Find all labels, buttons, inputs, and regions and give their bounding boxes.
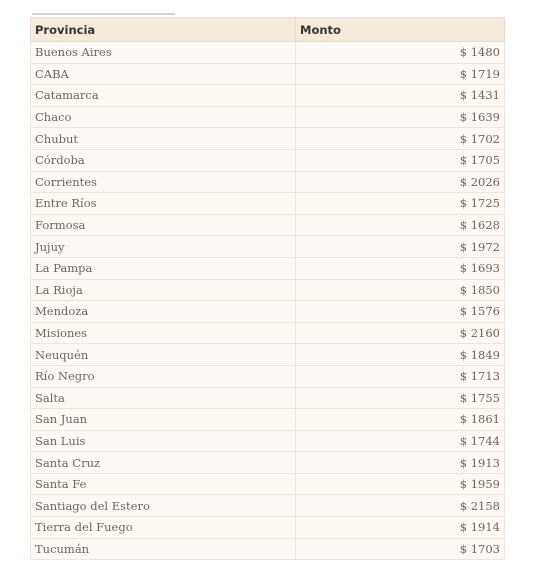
table-row <box>31 85 505 107</box>
table-row <box>31 365 505 387</box>
top-divider <box>32 13 175 15</box>
province-cell: La Rioja <box>31 279 296 301</box>
amount-cell: $ 1755 <box>296 387 505 409</box>
amount-cell: $ 1959 <box>296 473 505 495</box>
column-header-monto: Monto <box>296 18 505 42</box>
amount-cell: $ 1431 <box>296 85 505 107</box>
province-cell: Catamarca <box>31 85 296 107</box>
table-row <box>31 387 505 409</box>
table-row <box>31 171 505 193</box>
table-row <box>31 106 505 128</box>
province-cell: Buenos Aires <box>31 42 296 64</box>
province-cell: Entre Ríos <box>31 193 296 215</box>
province-cell: Tucumán <box>31 538 296 560</box>
table-row <box>31 322 505 344</box>
province-cell: Corrientes <box>31 171 296 193</box>
amount-cell: $ 1719 <box>296 63 505 85</box>
amount-cell: $ 2026 <box>296 171 505 193</box>
amount-cell: $ 1693 <box>296 257 505 279</box>
province-cell: Chaco <box>31 106 296 128</box>
table-row <box>31 301 505 323</box>
amount-cell: $ 1713 <box>296 365 505 387</box>
province-cell: CABA <box>31 63 296 85</box>
column-header-provincia: Provincia <box>31 18 296 42</box>
table-row <box>31 149 505 171</box>
table-row <box>31 409 505 431</box>
amount-cell: $ 1628 <box>296 214 505 236</box>
province-cell: Santiago del Estero <box>31 495 296 517</box>
province-cell: Jujuy <box>31 236 296 258</box>
amount-cell: $ 1702 <box>296 128 505 150</box>
amount-cell: $ 1576 <box>296 301 505 323</box>
province-cell: Mendoza <box>31 301 296 323</box>
table-row <box>31 42 505 64</box>
province-cell: Salta <box>31 387 296 409</box>
province-cell: Río Negro <box>31 365 296 387</box>
amount-cell: $ 1913 <box>296 452 505 474</box>
province-cell: Santa Cruz <box>31 452 296 474</box>
table-row <box>31 344 505 366</box>
table-row <box>31 495 505 517</box>
amount-cell: $ 1861 <box>296 409 505 431</box>
table-header <box>31 18 505 42</box>
table-row <box>31 279 505 301</box>
amount-cell: $ 1850 <box>296 279 505 301</box>
amount-cell: $ 2158 <box>296 495 505 517</box>
table-row <box>31 63 505 85</box>
province-cell: San Luis <box>31 430 296 452</box>
amount-cell: $ 1914 <box>296 517 505 539</box>
table-body <box>31 42 505 560</box>
amount-cell: $ 1744 <box>296 430 505 452</box>
province-cell: Neuquén <box>31 344 296 366</box>
header-row <box>31 18 505 42</box>
table-row <box>31 214 505 236</box>
amount-cell: $ 2160 <box>296 322 505 344</box>
table-row <box>31 430 505 452</box>
table-row <box>31 538 505 560</box>
amount-cell: $ 1725 <box>296 193 505 215</box>
province-cell: San Juan <box>31 409 296 431</box>
table-row <box>31 257 505 279</box>
table-row <box>31 473 505 495</box>
table-row <box>31 128 505 150</box>
amount-cell: $ 1639 <box>296 106 505 128</box>
table-row <box>31 517 505 539</box>
province-cell: La Pampa <box>31 257 296 279</box>
table-row <box>31 452 505 474</box>
table-row <box>31 236 505 258</box>
province-cell: Misiones <box>31 322 296 344</box>
amounts-table-container <box>30 17 504 560</box>
amount-cell: $ 1849 <box>296 344 505 366</box>
province-cell: Santa Fe <box>31 473 296 495</box>
province-cell: Chubut <box>31 128 296 150</box>
amount-cell: $ 1703 <box>296 538 505 560</box>
amount-cell: $ 1972 <box>296 236 505 258</box>
province-cell: Córdoba <box>31 149 296 171</box>
province-cell: Tierra del Fuego <box>31 517 296 539</box>
amount-cell: $ 1480 <box>296 42 505 64</box>
table-row <box>31 193 505 215</box>
amounts-table <box>30 17 505 560</box>
amount-cell: $ 1705 <box>296 149 505 171</box>
province-cell: Formosa <box>31 214 296 236</box>
